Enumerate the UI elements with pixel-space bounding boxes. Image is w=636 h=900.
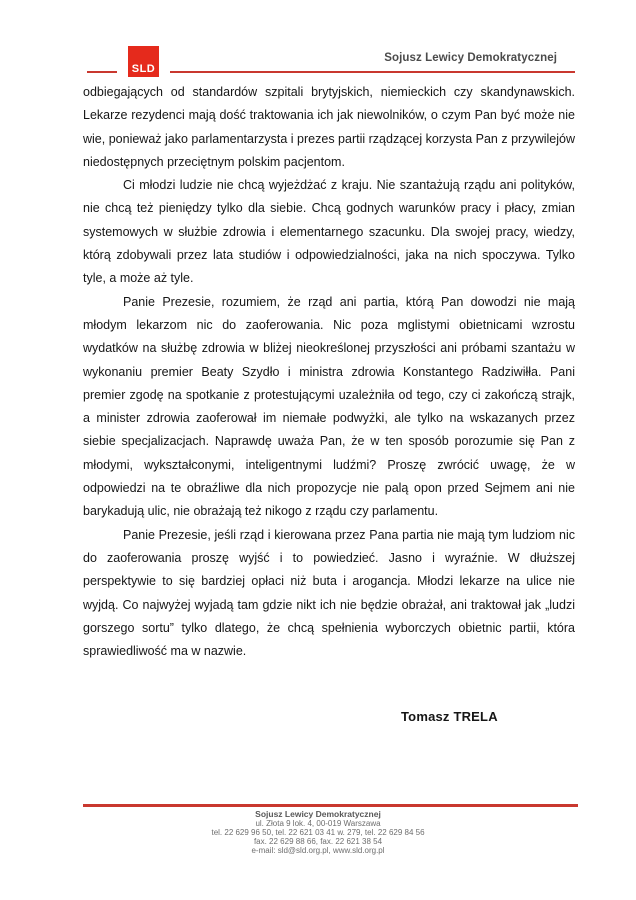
header-rule: [170, 71, 575, 73]
footer-org-name: Sojusz Lewicy Demokratycznej: [255, 809, 381, 819]
letter-paragraph: Panie Prezesie, rozumiem, że rząd ani partia, którą Pan dowodzi nie mają młodym lekarzom nic do zaoferowania. Nic poza mglistymi obietnicami wzrostu wydatków na służbę zdrowia w bliżej nieokreślonej przyszłości ani próbami szantażu w wykonaniu premier Beaty Szydło i ministra zdrowia Konstantego Radziwiłła. Pani premier zgodę na spotkanie z protestującymi uzależniła od tego, czy ci zakończą strajk, a minister zdrowia zaoferował im niemałe podwyżki, ale tylko na wskazanych przez siebie specjalizacjach. Naprawdę uważa Pan, że w ten sposób porozumie się Pan z młodymi, wykształconymi, inteligentnymi ludźmi? Proszę zwrócić uwagę, że w odpowiedzi na te obraźliwe dla nich propozycje nie palą opon przed Sejmem ani nie barykadują ulic, nie obrażają też nikogo z rządu czy parlamentu.: [83, 294, 575, 519]
signature-name: Tomasz TRELA: [401, 709, 498, 724]
logo-left-dash: [87, 71, 117, 73]
sld-logo: [128, 46, 159, 77]
footer-address: ul. Złota 9 lok. 4, 00-019 Warszawa: [255, 819, 381, 828]
letter-body: [83, 81, 575, 663]
footer-rule: [83, 804, 578, 807]
letter-paragraph: Panie Prezesie, jeśli rząd i kierowana przez Pana partia nie mają tym ludziom nic do zaoferowania proszę wyjść i to powiedzieć. Jasno i wyraźnie. W dłuższej perspektywie to się bardziej opłaci niż buta i arogancja. Młodzi lekarze na ulice nie wyjdą. Co najwyżej wyjadą tam gdzie nikt ich nie będzie obrażał, ani traktował jak „ludzi gorszego sortu” tylko dlatego, że chcą spełnienia wyborczych obietnic partii, która sprawiedliwość ma w nazwie.: [83, 527, 575, 659]
letter-paragraph: Ci młodzi ludzie nie chcą wyjeżdżać z kraju. Nie szantażują rządu ani polityków, nie chcą też pieniędzy tylko dla siebie. Chcą godnych warunków pracy i płacy, zmian systemowych w służbie zdrowia i elementarnego szacunku. Dla swojej pracy, wiedzy, którą zdobywali przez lata studiów i odpowiedzialności, jaka na nich spoczywa. Tylko tyle, a może aż tyle.: [83, 178, 575, 286]
sld-logo-text: SLD: [131, 63, 156, 75]
letter-paragraph: odbiegających od standardów szpitali brytyjskich, niemieckich czy skandynawskich. Lekarze rezydenci mają dość traktowania ich jak niewolników, o czym Pan być może nie wie, ponieważ jako parlamentarzysta i prezes partii rządzącej korzysta Pan z przywilejów niedostępnych przeciętnym polskim pacjentom.: [83, 85, 575, 169]
footer-email-web: e-mail: sld@sld.org.pl, www.sld.org.pl: [251, 846, 385, 855]
footer-phones: tel. 22 629 96 50, tel. 22 621 03 41 w. 279, tel. 22 629 84 56: [211, 828, 425, 837]
header-org-name: Sojusz Lewicy Demokratycznej: [384, 52, 557, 64]
footer: [0, 810, 636, 855]
footer-fax: fax. 22 629 88 66, fax. 22 621 38 54: [253, 837, 383, 846]
